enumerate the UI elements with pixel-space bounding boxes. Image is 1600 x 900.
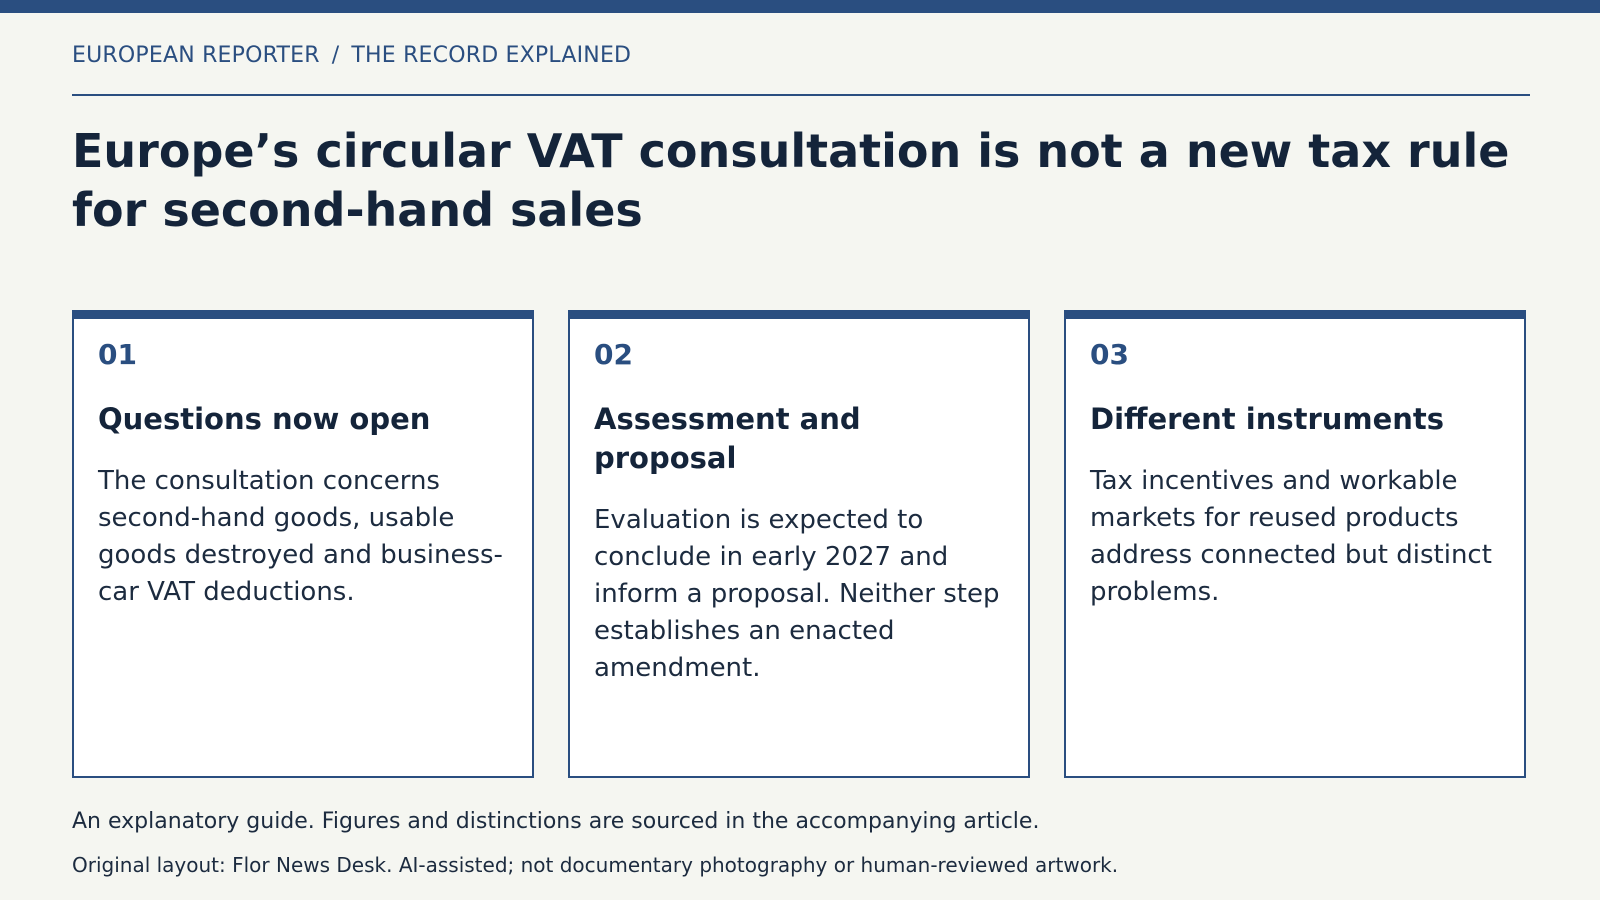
explainer-card-1 [72,310,534,778]
explainer-card-3 [1064,310,1526,778]
card-title: Assessment and proposal [594,402,861,475]
card-title: Questions now open [98,402,431,436]
card-title: Different instruments [1090,402,1445,436]
card-number: 02 [594,338,633,371]
header-divider [72,94,1530,96]
layout-credit: Original layout: Flor News Desk. AI-assisted; not documentary photography or human-reviewed artwork. [72,853,1119,877]
card-body: Evaluation is expected to conclude in early 2027 and inform a proposal. Neither step establishes an enacted amendment. [594,505,1000,683]
card-number: 01 [98,338,137,371]
top-accent-bar [0,0,1600,13]
publication-name: EUROPEAN REPORTER [72,43,320,68]
card-body: Tax incentives and workable markets for reused products address connected but distinct problems. [1090,466,1492,607]
explainer-card-2 [568,310,1030,778]
card-body: The consultation concerns second-hand goods, usable goods destroyed and business-car VAT deductions. [98,466,503,607]
explanatory-note: An explanatory guide. Figures and distinctions are sourced in the accompanying article. [72,809,1040,834]
page-title: Europe’s circular VAT consultation is not a new tax rule for second-hand sales [72,124,1510,237]
breadcrumb [72,43,631,68]
breadcrumb-separator: / [331,43,340,68]
section-name: THE RECORD EXPLAINED [351,43,632,68]
card-number: 03 [1090,338,1129,371]
